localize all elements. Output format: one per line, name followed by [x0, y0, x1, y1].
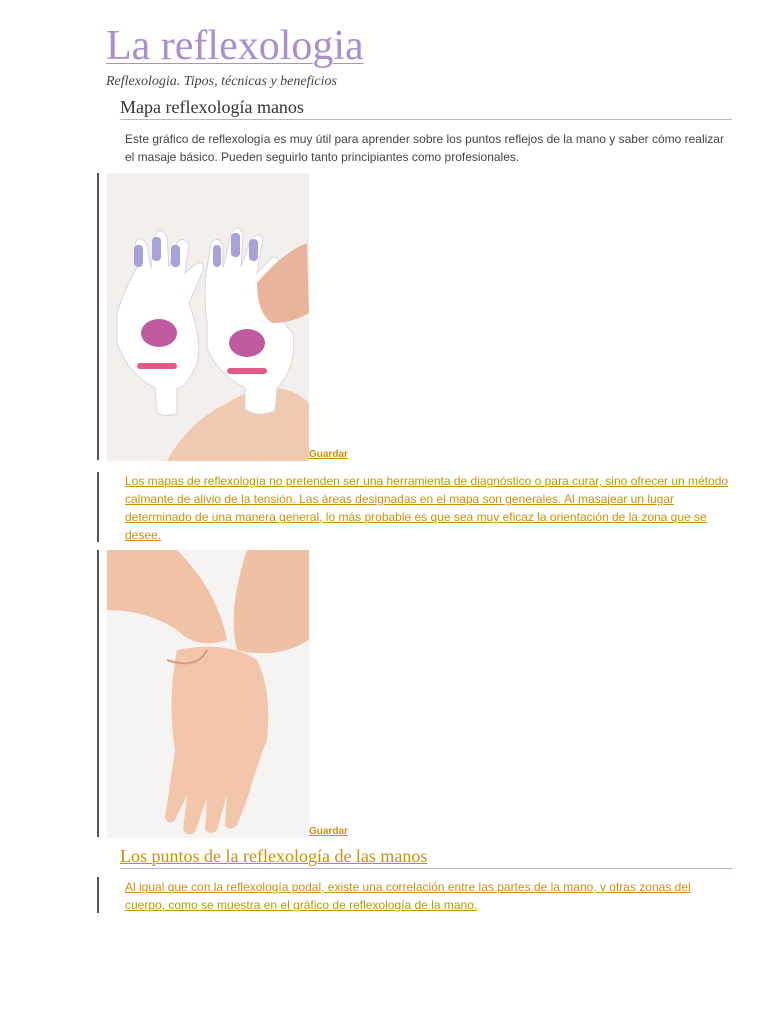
hand-massage-image[interactable]: [107, 550, 309, 838]
hand-map-quote[interactable]: Los mapas de reflexología no pretenden ser una herramienta de diagnóstico o para curar, sino ofrecer un método calmante de alivio de la tensión. Las áreas designadas en el mapa son generales. Al masajear un lugar determinado de una manera general, lo más probable es que sea muy eficaz la orientación de la zona que se desee.: [125, 474, 729, 542]
post-title-hand-points: [120, 845, 732, 869]
post-title-hand-points-link[interactable]: Los puntos de la reflexología de las manos: [120, 846, 428, 866]
blockquote-bar: [97, 877, 99, 913]
post-title-hand-map: Mapa reflexología manos: [120, 96, 732, 120]
hand-map-gloves-image[interactable]: [107, 173, 309, 461]
intro-paragraph: Este gráfico de reflexología es muy útil para aprender sobre los puntos reflejos de la mano y saber cómo realizar el masaje básico. Pueden seguirlo tanto principiantes como profesionales.: [125, 132, 724, 164]
hand-points-quote[interactable]: Al igual que con la reflexología podal, existe una correlación entre las partes de la mano, y otras zonas del cuerpo, como se muestra en el gráfico de reflexología de la mano.: [125, 880, 691, 912]
save-link-image-2[interactable]: Guardar: [309, 826, 348, 837]
blockquote-bar: [97, 550, 99, 837]
site-title[interactable]: La reflexologia: [106, 23, 364, 69]
site-subtitle: Reflexologia. Tipos, técnicas y beneficios: [106, 74, 337, 89]
blockquote-bar: [97, 173, 99, 460]
save-link-image-1[interactable]: Guardar: [309, 449, 348, 460]
blockquote-bar: [97, 472, 99, 542]
